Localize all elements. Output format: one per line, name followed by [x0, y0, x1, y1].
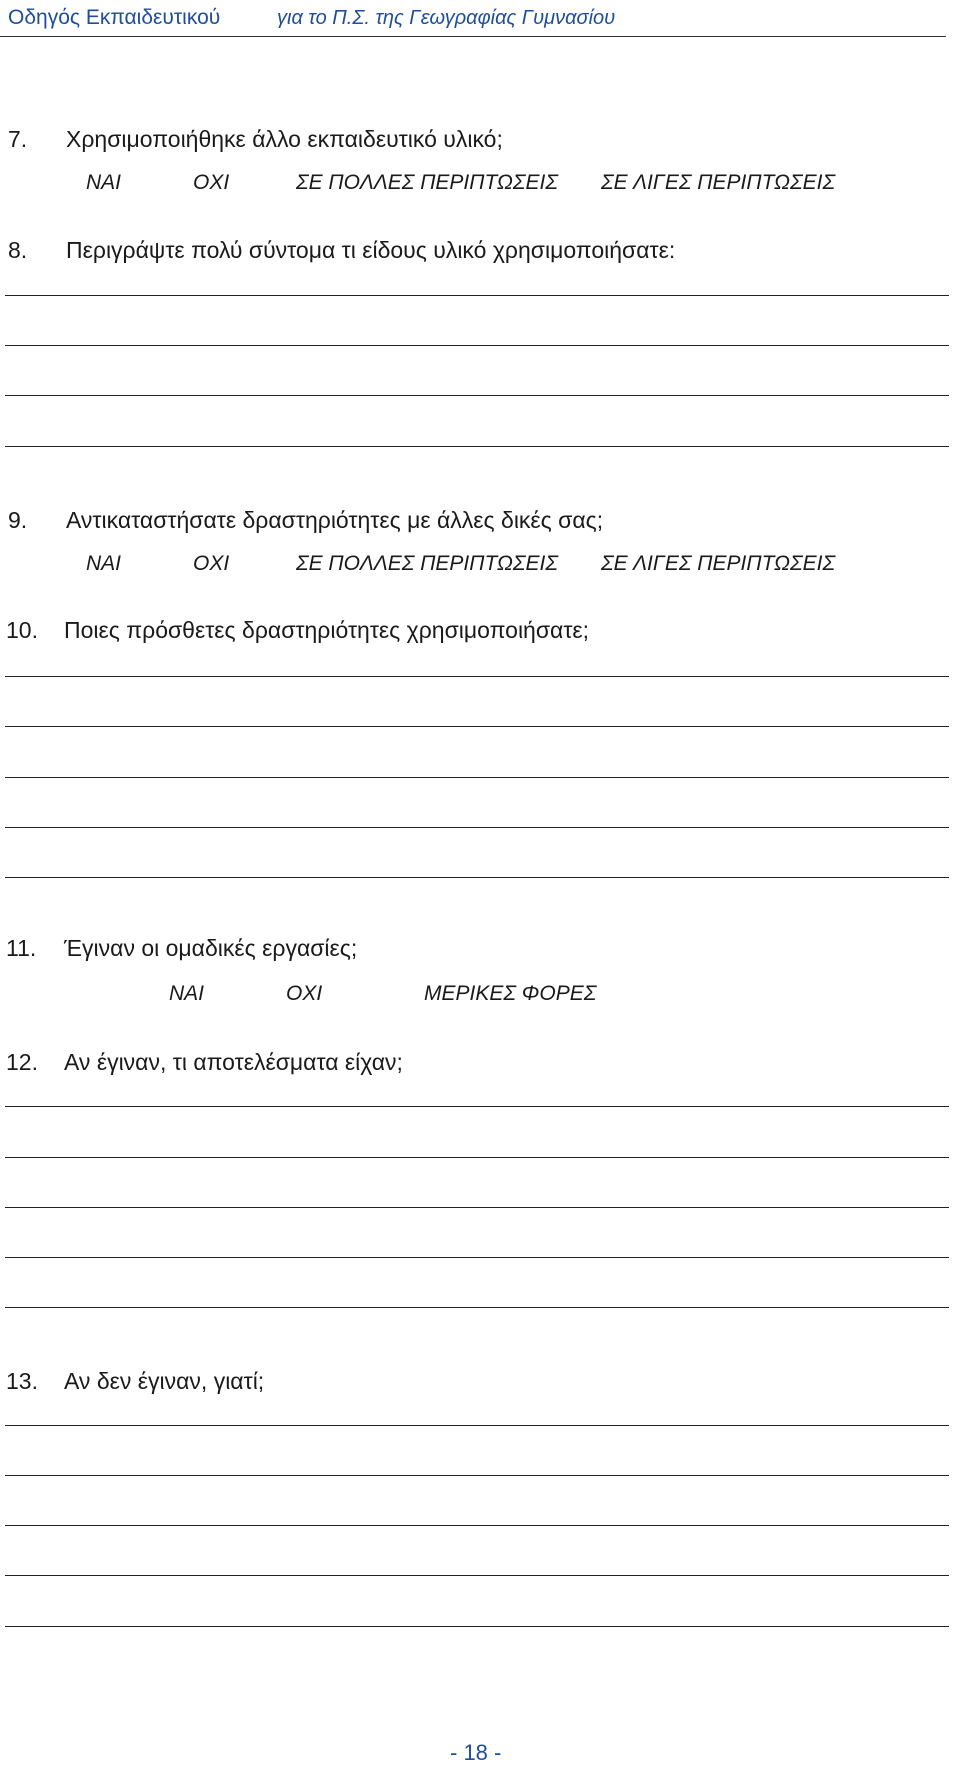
answer-line[interactable]: [5, 1425, 949, 1426]
answer-line[interactable]: [5, 1207, 949, 1208]
option-yes[interactable]: ΝΑΙ: [169, 982, 205, 1005]
option-many-cases[interactable]: ΣΕ ΠΟΛΛΕΣ ΠΕΡΙΠΤΩΣΕΙΣ: [296, 552, 558, 575]
answer-line[interactable]: [5, 1157, 949, 1158]
option-yes[interactable]: ΝΑΙ: [86, 171, 122, 194]
question-text: Έγιναν οι ομαδικές εργασίες;: [64, 935, 358, 961]
question-text: Περιγράψτε πολύ σύντομα τι είδους υλικό χρησιμοποιήσατε:: [66, 237, 676, 263]
answer-line[interactable]: [5, 1307, 949, 1308]
answer-line[interactable]: [5, 1525, 949, 1526]
question-number: 12.: [6, 1049, 38, 1075]
option-few-cases[interactable]: ΣΕ ΛΙΓΕΣ ΠΕΡΙΠΤΩΣΕΙΣ: [601, 552, 836, 575]
option-no[interactable]: ΟΧΙ: [193, 171, 230, 194]
answer-line[interactable]: [5, 1257, 949, 1258]
option-no[interactable]: ΟΧΙ: [286, 982, 323, 1005]
answer-line[interactable]: [5, 345, 949, 346]
question-number: 11.: [6, 935, 37, 961]
answer-line[interactable]: [5, 446, 949, 447]
question-text: Αντικαταστήσατε δραστηριότητες με άλλες δικές σας;: [66, 507, 604, 533]
answer-line[interactable]: [5, 726, 949, 727]
answer-line[interactable]: [5, 1106, 949, 1107]
option-few-cases[interactable]: ΣΕ ΛΙΓΕΣ ΠΕΡΙΠΤΩΣΕΙΣ: [601, 171, 836, 194]
question-text: Αν έγιναν, τι αποτελέσματα είχαν;: [64, 1049, 403, 1075]
answer-line[interactable]: [5, 827, 949, 828]
question-text: Αν δεν έγιναν, γιατί;: [64, 1368, 265, 1394]
option-many-cases[interactable]: ΣΕ ΠΟΛΛΕΣ ΠΕΡΙΠΤΩΣΕΙΣ: [296, 171, 558, 194]
question-number: 13.: [6, 1368, 38, 1394]
question-number: 9.: [8, 507, 28, 533]
question-number: 8.: [8, 237, 28, 263]
question-number: 10.: [6, 617, 38, 643]
question-text: Ποιες πρόσθετες δραστηριότητες χρησιμοποιήσατε;: [64, 617, 590, 643]
answer-line[interactable]: [5, 1626, 949, 1627]
page-number: - 18 -: [450, 1740, 502, 1765]
answer-line[interactable]: [5, 1475, 949, 1476]
answer-line[interactable]: [5, 1575, 949, 1576]
header-subtitle: για το Π.Σ. της Γεωγραφίας Γυμνασίου: [277, 7, 616, 29]
option-no[interactable]: ΟΧΙ: [193, 552, 230, 575]
answer-line[interactable]: [5, 295, 949, 296]
question-text: Χρησιμοποιήθηκε άλλο εκπαιδευτικό υλικό;: [66, 126, 503, 152]
answer-line[interactable]: [5, 877, 949, 878]
question-number: 7.: [8, 126, 28, 152]
header-title: Οδηγός Εκπαιδευτικού: [8, 6, 221, 29]
answer-line[interactable]: [5, 777, 949, 778]
option-sometimes[interactable]: ΜΕΡΙΚΕΣ ΦΟΡΕΣ: [424, 982, 597, 1005]
answer-line[interactable]: [5, 395, 949, 396]
option-yes[interactable]: ΝΑΙ: [86, 552, 122, 575]
answer-line[interactable]: [5, 676, 949, 677]
page-header: [0, 0, 946, 37]
